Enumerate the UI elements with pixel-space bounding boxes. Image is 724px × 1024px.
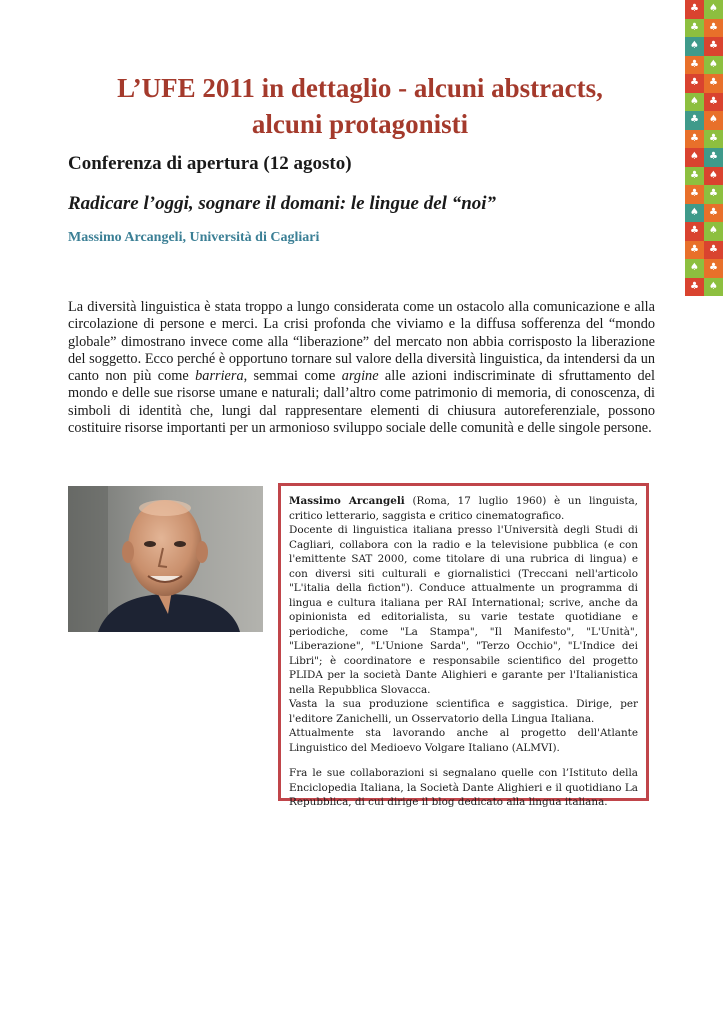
tree-icon: ♠ bbox=[704, 222, 723, 241]
tree-icon: ♣ bbox=[685, 278, 704, 297]
page-title bbox=[60, 70, 660, 142]
bio-paragraph-1 bbox=[289, 494, 638, 523]
tree-icon: ♠ bbox=[704, 278, 723, 297]
abstract-text bbox=[68, 299, 655, 437]
tree-icon: ♣ bbox=[685, 222, 704, 241]
tree-icon: ♠ bbox=[685, 204, 704, 223]
decorative-tile-strip bbox=[685, 0, 724, 296]
bio-paragraph-4: Attualmente sta lavorando anche al progetto dell'Atlante Linguistico del Medioevo Volgare Italiano (ALMVI). bbox=[289, 727, 638, 754]
bio-paragraph-2: Docente di linguistica italiana presso l'Università degli Studi di Cagliari, collabora con la radio e la televisione pubblica (e con l'emittente SAT 2000, come titolare di una rubrica di lingua) e con diversi siti culturali e giornalistici (Treccani nell'articolo "L'italia della fiction"). Conduce attualmente un programma di lingua e cultura italiana per RAI International; scrive, anche da opinionista ed editorialista, su varie testate quotidiane e periodiche, come "La Stampa", "Il Manifesto", "L'Unità", "Liberazione", "L'Unione Sarda", "Terzo Occhio", "L'Indice dei Libri"; è coordinatore e responsabile scientifico del progetto PLIDA per la società Dante Alighieri e garante per l'Italianistica nella Repubblica Slovacca. bbox=[289, 524, 638, 696]
conference-heading: Conferenza di apertura (12 agosto) bbox=[68, 153, 352, 174]
tree-icon: ♠ bbox=[704, 56, 723, 75]
tree-icon: ♣ bbox=[685, 185, 704, 204]
tree-icon: ♣ bbox=[704, 241, 723, 260]
tree-icon: ♣ bbox=[685, 19, 704, 38]
abstract-part: La diversità linguistica è stata troppo a lungo considerata come un ostacolo alla comunicazione e alla circolazione di persone e merci. La crisi profonda che viviamo e la diffusa sofferenza del “mondo globale” dimostrano invece come alla “liberazione” del mercato non abbia corrisposto la liberazione del soggetto. Ecco perché è opportuno tornare sul valore della diversità linguistica, da intendersi da un canto non più come bbox=[68, 299, 655, 385]
author-photo bbox=[68, 486, 263, 632]
tree-icon: ♣ bbox=[704, 185, 723, 204]
tree-icon: ♣ bbox=[685, 0, 704, 19]
bio-name: Massimo Arcangeli bbox=[289, 495, 405, 507]
biography-box bbox=[278, 483, 649, 808]
tree-icon: ♠ bbox=[685, 259, 704, 278]
tree-icon: ♣ bbox=[704, 130, 723, 149]
tree-icon: ♣ bbox=[685, 56, 704, 75]
tree-icon: ♣ bbox=[704, 93, 723, 112]
author-affiliation: Massimo Arcangeli, Università di Cagliari bbox=[68, 230, 320, 245]
tree-icon: ♣ bbox=[704, 259, 723, 278]
tree-icon: ♣ bbox=[685, 167, 704, 186]
bio-intro-text: (Roma, 17 luglio 1960) è un linguista, critico letterario, saggista e critico cinematografico. bbox=[289, 495, 638, 522]
abstract-emphasis: barriera bbox=[195, 368, 244, 385]
tree-icon: ♣ bbox=[704, 74, 723, 93]
tree-icon: ♣ bbox=[685, 241, 704, 260]
abstract-part: alle azioni indiscriminate di sfruttamento del mondo e delle sue risorse umane e naturali; dall’altro come patrimonio di memoria, di conoscenza, di simboli di identità che, lungi dal rappresentare elementi di chiusura autoreferenziale, possono costituire risorse importanti per un armonioso sviluppo sociale delle comunità e delle singole persone. bbox=[68, 368, 655, 437]
tree-icon: ♣ bbox=[685, 111, 704, 130]
tree-icon: ♣ bbox=[704, 204, 723, 223]
tree-icon: ♠ bbox=[685, 37, 704, 56]
tree-icon: ♠ bbox=[704, 0, 723, 19]
tree-icon: ♣ bbox=[704, 37, 723, 56]
abstract-part: , semmai come bbox=[243, 368, 342, 385]
bio-paragraph-5: Fra le sue collaborazioni si segnalano quelle con l’Istituto della Enciclopedia Italiana, la Società Dante Alighieri e il quotidiano La Repubblica, di cui dirige il blog dedicato alla lingua italiana. bbox=[289, 767, 638, 808]
talk-title: Radicare l’oggi, sognare il domani: le lingue del “noi” bbox=[68, 193, 497, 214]
tree-icon: ♣ bbox=[685, 130, 704, 149]
page-title-line-2: alcuni protagonisti bbox=[251, 109, 469, 139]
tree-icon: ♠ bbox=[685, 93, 704, 112]
tree-icon: ♠ bbox=[704, 167, 723, 186]
tree-icon: ♠ bbox=[704, 111, 723, 130]
tree-icon: ♠ bbox=[685, 148, 704, 167]
tree-icon: ♣ bbox=[704, 19, 723, 38]
bio-paragraph-3: Vasta la sua produzione scientifica e saggistica. Dirige, per l'editore Zanichelli, un Osservatorio della Lingua Italiana. bbox=[289, 698, 638, 725]
tree-icon: ♣ bbox=[685, 74, 704, 93]
abstract-emphasis: argine bbox=[341, 368, 379, 385]
tree-icon: ♣ bbox=[704, 148, 723, 167]
page-title-line-1: L’UFE 2011 in dettaglio - alcuni abstracts, bbox=[117, 73, 603, 103]
portrait-image bbox=[68, 486, 263, 632]
